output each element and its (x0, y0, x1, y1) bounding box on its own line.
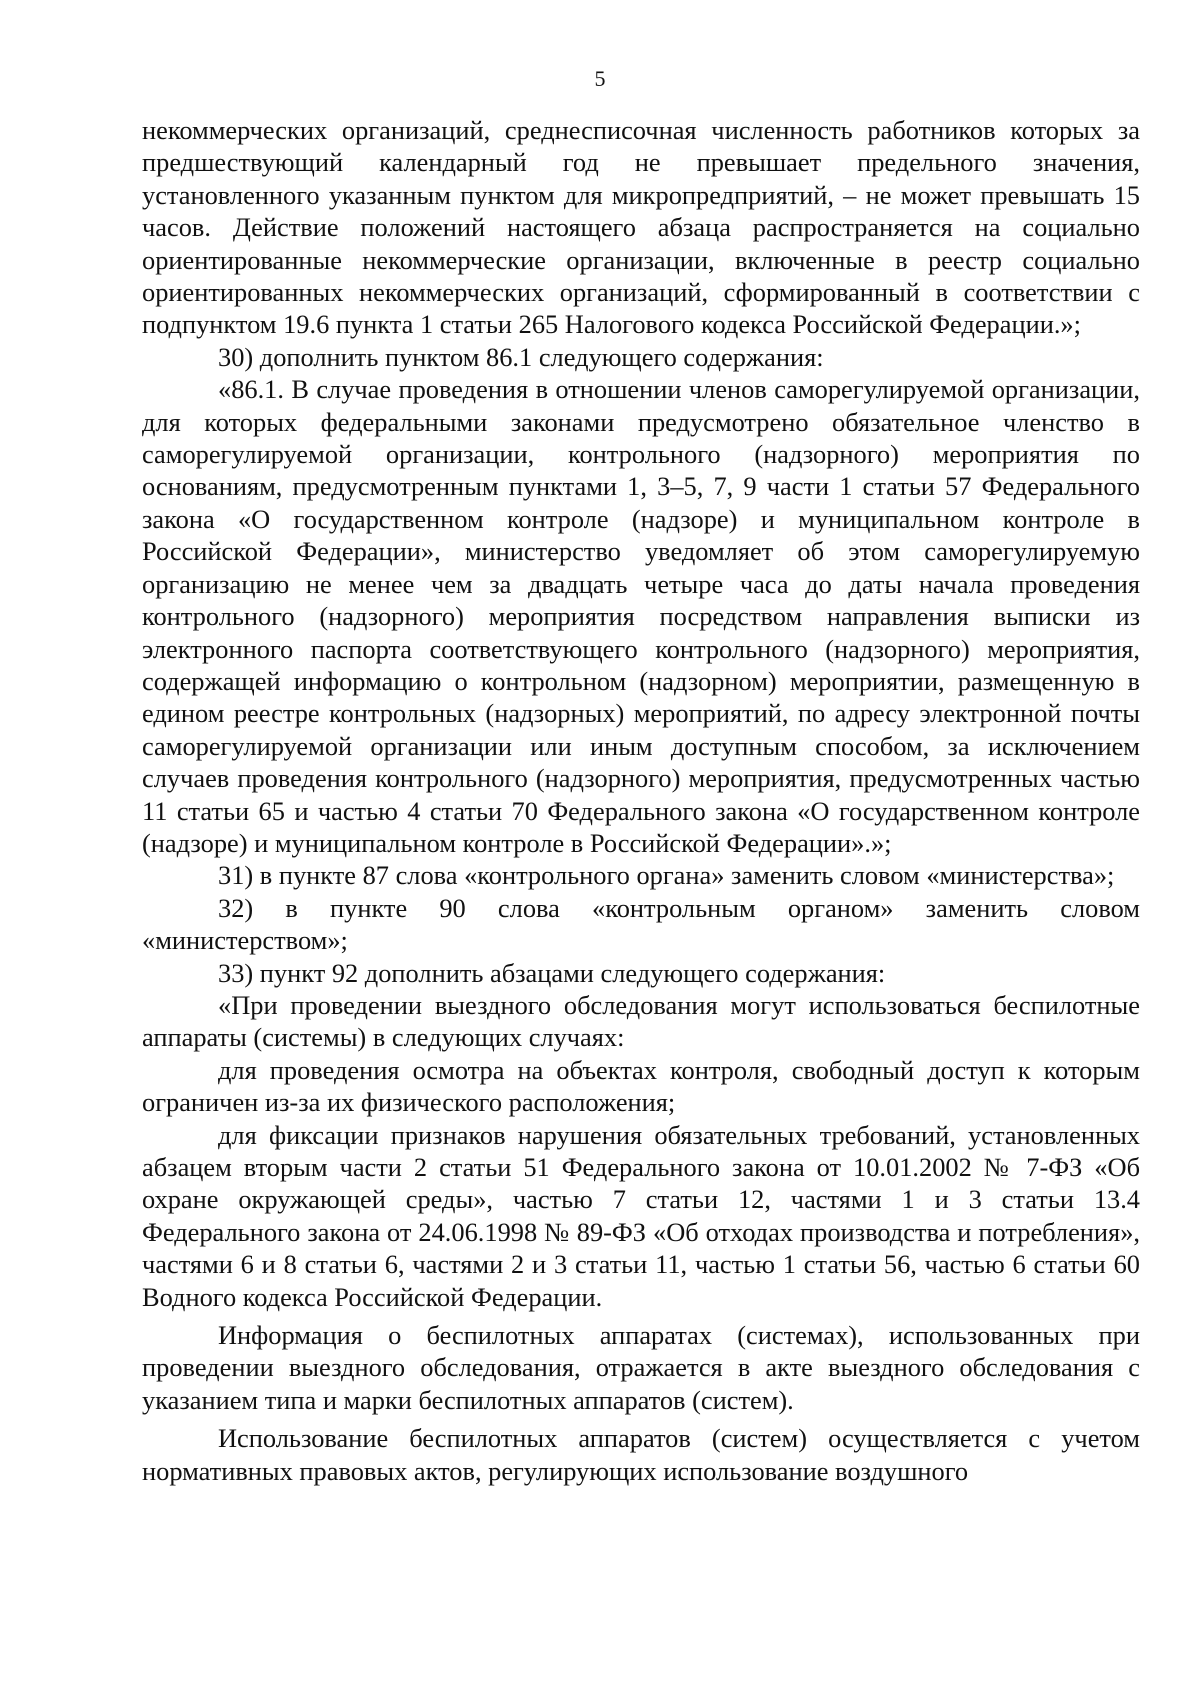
paragraph-item-30: 30) дополнить пунктом 86.1 следующего содержания: (218, 341, 824, 372)
document-body (142, 114, 1140, 1487)
paragraph-clause-86-1: «86.1. В случае проведения в отношении членов саморегулируемой организации, для которых федеральными законами предусмотрено обязательное членство в саморегулируемой организации, контрольного (надзорного) мероприятия по основаниям, предусмотренным пунктами 1, 3–5, 7, 9 части 1 статьи 57 Федерального закона «О государственном контроле (надзоре) и муниципальном контроле в Российской Федерации», министерство уведомляет об этом саморегулируемую организацию не менее чем за двадцать четыре часа до даты начала проведения контрольного (надзорного) мероприятия посредством направления выписки из электронного паспорта соответствующего контрольного (надзорного) мероприятия, содержащей информацию о контрольном (надзорном) мероприятии, размещенную в едином реестре контрольных (надзорных) мероприятий, по адресу электронной почты саморегулируемой организации или иным доступным способом, за исключением случаев проведения контрольного (надзорного) мероприятия, предусмотренных частью 11 статьи 65 и частью 4 статьи 70 Федерального закона «О государственном контроле (надзоре) и муниципальном контроле в Российской Федерации».»; (142, 374, 1140, 858)
page-number: 5 (594, 66, 606, 91)
paragraph-item-33: 33) пункт 92 дополнить абзацами следующего содержания: (218, 957, 886, 988)
paragraph-drones-usage: Использование беспилотных аппаратов (систем) осуществляется с учетом нормативных правовых актов, регулирующих использование воздушного (142, 1423, 1140, 1486)
paragraph-drones-intro: «При проведении выездного обследования могут использоваться беспилотные аппараты (системы) в следующих случаях: (142, 989, 1140, 1053)
paragraph-item-32: 32) в пункте 90 слова «контрольным органом» заменить словом «министерством»; (142, 892, 1140, 956)
paragraph-drones-case-2: для фиксации признаков нарушения обязательных требований, установленных абзацем вторым части 2 статьи 51 Федерального закона от 10.01.2002 № 7-ФЗ «Об охране окружающей среды», частью 7 статьи 12, частями 1 и 3 статьи 13.4 Федерального закона от 24.06.1998 № 89-ФЗ «Об отходах производства и потребления», частями 6 и 8 статьи 6, частями 2 и 3 статьи 11, частью 1 статьи 56, частью 6 статьи 60 Водного кодекса Российской Федерации. (142, 1119, 1140, 1312)
paragraph-drones-case-1: для проведения осмотра на объектах контроля, свободный доступ к которым ограничен из-за их физического расположения; (142, 1054, 1140, 1118)
paragraph-continuation: некоммерческих организаций, среднесписочная численность работников которых за предшествующий календарный год не превышает предельного значения, установленного указанным пунктом для микропредприятий, – не может превышать 15 часов. Действие положений настоящего абзаца распространяется на социально ориентированные некоммерческие организации, включенные в реестр социально ориентированных некоммерческих организаций, сформированный в соответствии с подпунктом 19.6 пункта 1 статьи 265 Налогового кодекса Российской Федерации.»; (142, 115, 1140, 340)
paragraph-drones-info: Информация о беспилотных аппаратах (системах), использованных при проведении выездного обследования, отражается в акте выездного обследования с указанием типа и марки беспилотных аппаратов (систем). (142, 1320, 1140, 1415)
paragraph-item-31: 31) в пункте 87 слова «контрольного органа» заменить словом «министерства»; (218, 860, 1115, 891)
